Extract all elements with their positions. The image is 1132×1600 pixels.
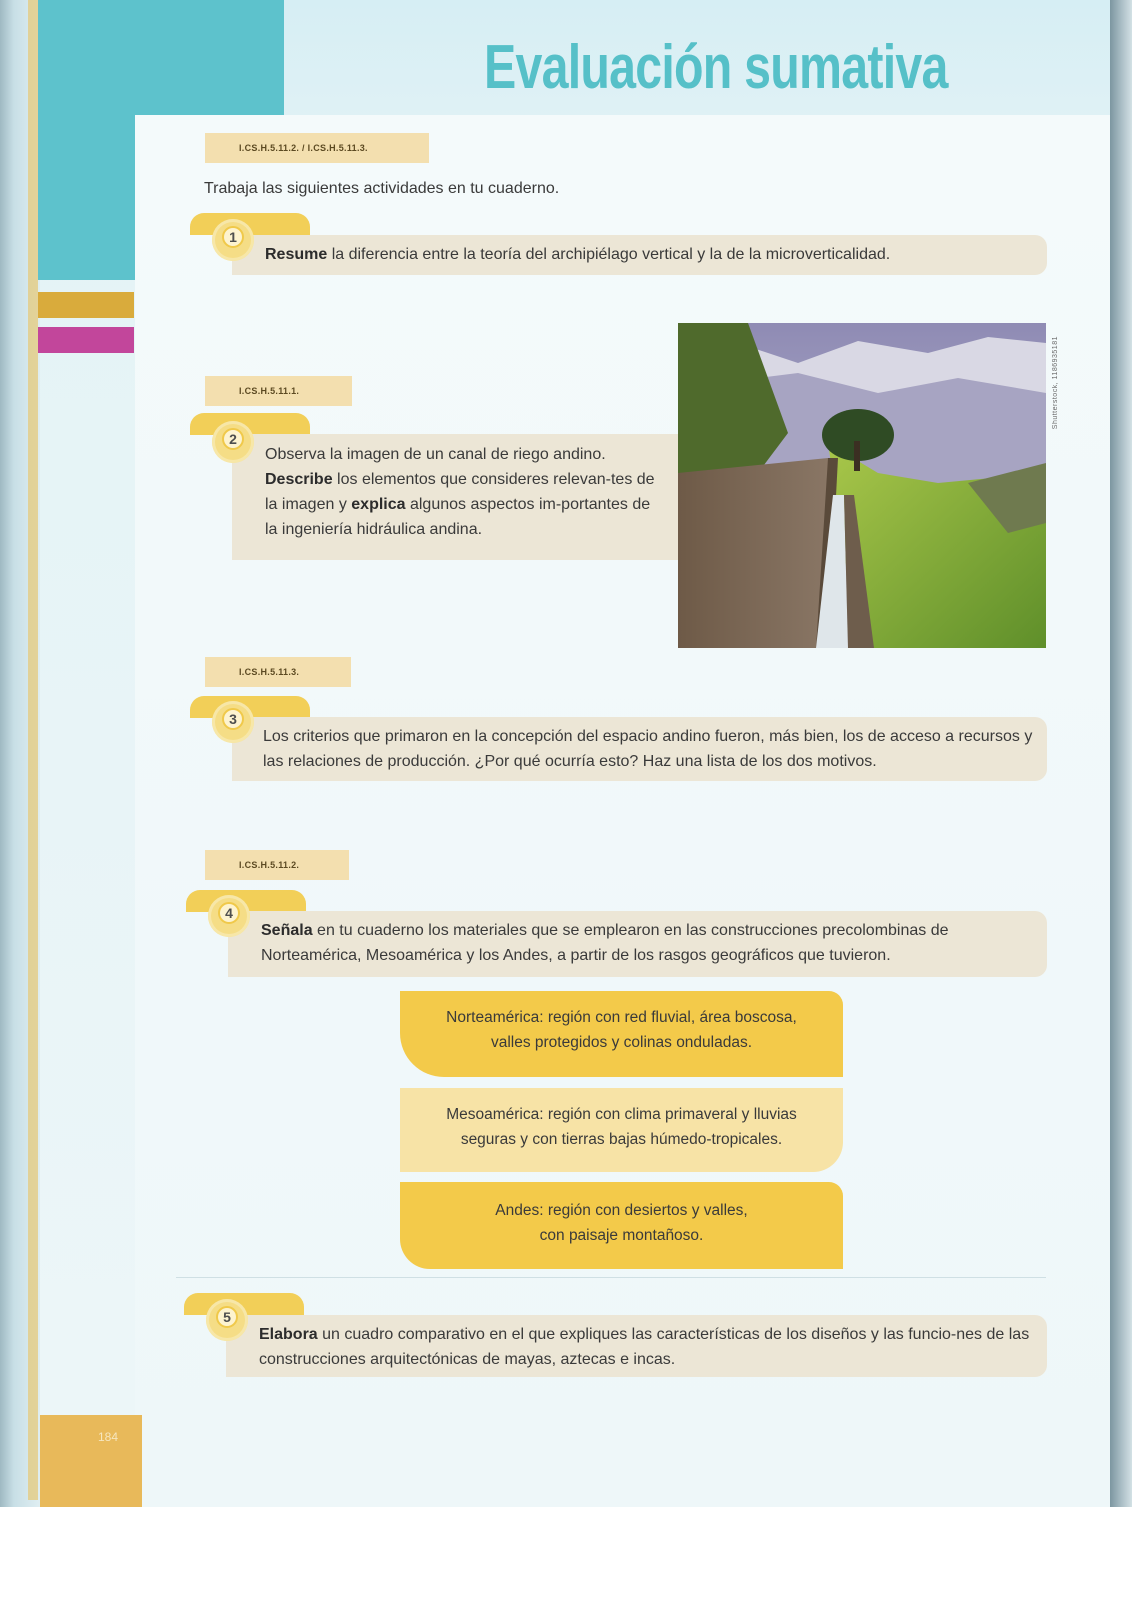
region-box-andes — [400, 1182, 843, 1269]
activity-number: 3 — [222, 708, 244, 730]
activity-number: 5 — [216, 1306, 238, 1328]
instructions-text: Trabaja las siguientes actividades en tu cuaderno. — [204, 180, 560, 197]
indicator-code-tag: I.CS.H.5.11.2. — [205, 850, 349, 880]
pink-side-bar — [38, 327, 134, 353]
activity-number-badge — [208, 895, 250, 937]
activity-3-text: Los criterios que primaron en la concepción del espacio andino fueron, más bien, los de acceso a recursos y las relaciones de producción. ¿Por qué ocurría esto? Haz una lista de los dos motivos. — [263, 728, 1033, 770]
activity-verb: Resume — [265, 246, 328, 263]
activity-1-text: la diferencia entre la teoría del archipiélago vertical y la de la microverticalidad. — [327, 246, 891, 263]
region-line: Andes: región con desiertos y valles, — [495, 1202, 748, 1219]
activity-3-box — [232, 717, 1047, 781]
activity-5-box — [226, 1315, 1047, 1377]
indicator-code-tag: I.CS.H.5.11.2. / I.CS.H.5.11.3. — [205, 133, 429, 163]
region-line: valles protegidos y colinas onduladas. — [490, 1034, 753, 1051]
activity-number-badge — [206, 1299, 248, 1341]
activity-verb: Describe — [265, 471, 333, 488]
page-title: Evaluación sumativa — [484, 33, 948, 102]
region-box-mesoamerica — [400, 1088, 843, 1172]
region-box-norteamerica — [400, 991, 843, 1077]
activity-number: 2 — [222, 428, 244, 450]
activity-verb: explica — [351, 496, 406, 513]
indicator-code-tag: I.CS.H.5.11.3. — [205, 657, 351, 687]
page-binding-edge — [0, 0, 40, 1507]
page-right-edge — [1110, 0, 1132, 1507]
region-line: seguras y con tierras bajas húmedo-tropicales. — [460, 1131, 783, 1148]
activity-2-text-1: Observa la imagen de un canal de riego andino. — [265, 446, 606, 463]
activity-1-box — [232, 235, 1047, 275]
region-line: Norteamérica: región con red fluvial, área boscosa, — [446, 1009, 797, 1026]
footer-gold-block — [40, 1415, 142, 1507]
gold-side-bar — [38, 292, 134, 318]
page-number: 184 — [98, 1430, 119, 1444]
activity-2-box — [232, 434, 678, 560]
activity-number-badge — [212, 701, 254, 743]
activity-5-text: un cuadro comparativo en el que expliques las características de los diseños y las funcio-nes de las construcciones arquitectónicas de mayas, aztecas e incas. — [259, 1326, 1030, 1368]
activity-number: 4 — [218, 902, 240, 924]
activity-4-box — [228, 911, 1047, 977]
activity-verb: Elabora — [259, 1326, 318, 1343]
activity-number: 1 — [222, 226, 244, 248]
section-divider — [176, 1277, 1046, 1278]
scan-margin — [0, 1507, 1132, 1600]
photo-credit: Shutterstock, 1186935181 — [1052, 336, 1059, 430]
indicator-code-tag: I.CS.H.5.11.1. — [205, 376, 352, 406]
region-line: con paisaje montañoso. — [539, 1227, 704, 1244]
activity-number-badge — [212, 219, 254, 261]
region-line: Mesoamérica: región con clima primaveral y lluvias — [446, 1106, 797, 1123]
activity-number-badge — [212, 421, 254, 463]
andean-irrigation-canal-photo — [678, 323, 1046, 648]
activity-4-text: en tu cuaderno los materiales que se emplearon en las construcciones precolombinas de Norteamérica, Mesoamérica y los Andes, a partir de los rasgos geográficos que tuvieron. — [261, 922, 949, 964]
activity-verb: Señala — [261, 922, 313, 939]
activity-2-text-3: algunos aspectos im-portantes de la ingeniería hidráulica andina. — [265, 496, 651, 538]
activity-2-text-2: los elementos que consideres relevan-tes de la imagen y — [265, 471, 655, 513]
